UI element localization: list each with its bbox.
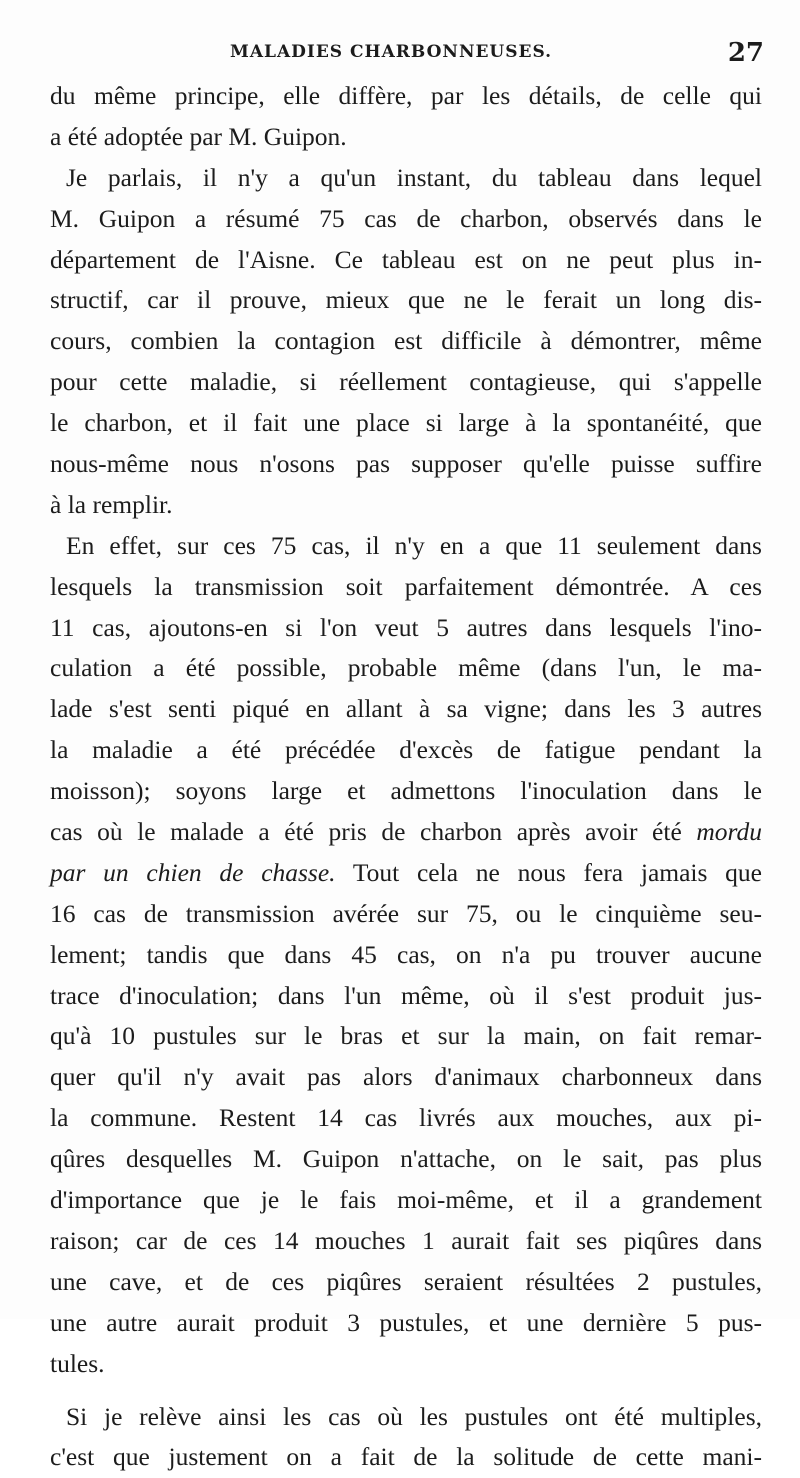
text-line: à la remplir. <box>50 489 173 519</box>
text-line: raison; car de ces 14 mouches 1 aurait fait ses piqûres dans <box>50 1225 762 1255</box>
text-line: du même principe, elle diffère, par les détails, de celle qui <box>50 81 762 110</box>
text-line: nous-même nous n'osons pas supposer qu'elle puisse suffire <box>50 449 762 479</box>
text-line: Je parlais, il n'y a qu'un instant, du tableau dans lequel <box>66 162 762 192</box>
text-line: structif, car il prouve, mieux que ne le ferait un long dis- <box>50 285 762 315</box>
text-line: une autre aurait produit 3 pustules, et une dernière 5 pus- <box>50 1307 762 1337</box>
text-line: 16 cas de transmission avérée sur 75, ou le cinquième seu- <box>50 898 762 928</box>
text-line: pour cette maladie, si réellement contagieuse, qui s'appelle <box>50 367 762 397</box>
text-line: a été adoptée par M. Guipon. <box>50 121 347 151</box>
text-line: Si je relève ainsi les cas où les pustules ont été multiples, <box>66 1401 762 1431</box>
text-line: trace d'inoculation; dans l'un même, où il s'est produit jus- <box>50 980 762 1010</box>
text-line: la maladie a été précédée d'excès de fatigue pendant la <box>50 735 762 765</box>
page-number: 27 <box>727 38 764 68</box>
text-line: En effet, sur ces 75 cas, il n'y en a que 11 seulement dans <box>66 530 762 560</box>
text-line: lesquels la transmission soit parfaitement démontrée. A ces <box>50 571 762 601</box>
text-segment: Tout cela ne nous fera jamais que <box>352 857 762 887</box>
text-line <box>50 812 762 853</box>
text-line: qûres desquelles M. Guipon n'attache, on le sait, pas plus <box>50 1144 762 1174</box>
text-line: tules. <box>50 1348 105 1378</box>
text-line <box>50 853 762 894</box>
text-line: d'importance que je le fais moi-même, et il a grandement <box>50 1185 762 1215</box>
text-line: c'est que justement on a fait de la solitude de cette mani- <box>50 1442 762 1472</box>
text-line: la commune. Restent 14 cas livrés aux mouches, aux pi- <box>50 1103 762 1133</box>
page-header <box>50 38 764 68</box>
text-line: 11 cas, ajoutons-en si l'on veut 5 autres dans lesquels l'ino- <box>50 612 762 642</box>
text-line: M. Guipon a résumé 75 cas de charbon, observés dans le <box>50 203 762 233</box>
text-line: quer qu'il n'y avait pas alors d'animaux charbonneux dans <box>50 1062 762 1092</box>
page-body <box>50 76 762 1478</box>
text-line: culation a été possible, probable même (dans l'un, le ma- <box>50 653 762 683</box>
italic-text: par un chien de chasse. <box>50 857 336 887</box>
text-segment: cas où le malade a été pris de charbon après avoir été <box>50 817 682 847</box>
running-head: MALADIES CHARBONNEUSES. <box>230 42 553 62</box>
text-line: lement; tandis que dans 45 cas, on n'a pu trouver aucune <box>50 939 762 969</box>
text-line: le charbon, et il fait une place si large à la spontanéité, que <box>50 408 762 438</box>
italic-text: mordu <box>696 817 762 847</box>
text-line: département de l'Aisne. Ce tableau est on ne peut plus in- <box>50 244 762 274</box>
text-line: moisson); soyons large et admettons l'inoculation dans le <box>50 776 762 806</box>
text-line: qu'à 10 pustules sur le bras et sur la main, on fait remar- <box>50 1021 762 1051</box>
text-line: cours, combien la contagion est difficile à démontrer, même <box>50 326 762 356</box>
paragraph-gap <box>50 1385 762 1397</box>
text-line: une cave, et de ces piqûres seraient résultées 2 pustules, <box>50 1266 762 1296</box>
text-line: lade s'est senti piqué en allant à sa vigne; dans les 3 autres <box>50 694 762 724</box>
